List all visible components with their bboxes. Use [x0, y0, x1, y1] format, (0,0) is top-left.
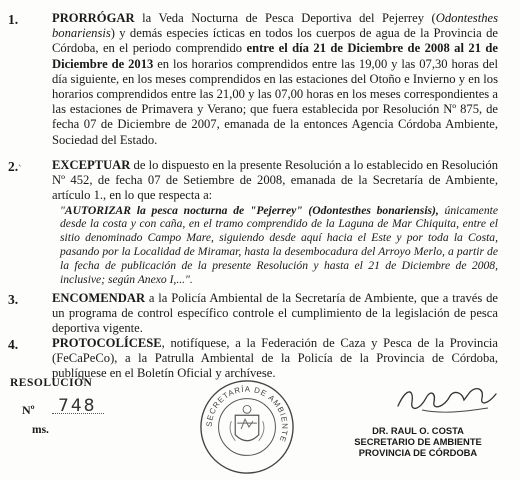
- resolution-number-label: Nº: [22, 403, 35, 417]
- item-4-keyword: PROTOCOLÍCESE: [52, 336, 162, 350]
- margin-mark: `: [18, 164, 22, 176]
- svg-text:SECRETARÍA DE AMBIENTE: [205, 385, 290, 444]
- resolution-number-line: [52, 413, 104, 414]
- item-1-number: 1.: [8, 12, 19, 27]
- item-1-paragraph: [52, 11, 498, 148]
- item-2-paragraph: [52, 158, 498, 286]
- item-2-keyword: EXCEPTUAR: [52, 158, 131, 172]
- item-1-species: Odontesthes bonariensis: [52, 11, 498, 41]
- signatory-block: [318, 426, 518, 458]
- resolution-label: RESOLUCIÓN: [10, 377, 93, 389]
- item-2-quote: [60, 204, 498, 287]
- item-2-quote-open: ": [60, 203, 65, 217]
- signatory-title: SECRETARIO DE AMBIENTE: [354, 435, 482, 447]
- item-3-keyword: ENCOMENDAR: [52, 291, 146, 305]
- item-4-text-a: , notifíquese, a la Federación de Caza y Pesca de la Provincia (FeCaPeCo), a la Patrulla Ambiental de la Policía de la Provincia de Córdoba, publíquese en el Boletín Oficial y archívese.: [52, 336, 498, 381]
- item-2-quote-bold: AUTORIZAR la pesca nocturna de "Pejerrey" (Odontesthes bonariensis),: [64, 203, 439, 217]
- item-2-text-a: de lo dispuesto en la presente Resolución a lo establecido en Resolución Nº 452, de fecha 07 de Setiembre de 2008, emanada de la Secretaría de Ambiente, artículo 1., en lo que respecta a:: [52, 158, 498, 203]
- ms-label: ms.: [32, 424, 49, 436]
- signatory-org: PROVINCIA DE CÓRDOBA: [358, 446, 478, 458]
- item-4-paragraph: [52, 336, 498, 382]
- signatory-name: DR. RAUL O. COSTA: [372, 425, 464, 436]
- item-1-keyword: PRORRÓGAR: [52, 11, 135, 25]
- official-seal-icon: [198, 378, 296, 476]
- handwritten-signature-icon: [392, 380, 502, 420]
- resolution-number-value: 748: [58, 396, 97, 416]
- item-3-number: 3.: [8, 292, 19, 307]
- item-3-text-a: a la Policía Ambiental de la Secretaría de Ambiente, que a través de un programa de control específico controle el cumplimiento de la legislación de pesca deportiva vigente.: [52, 291, 498, 336]
- item-2-number: 2.: [8, 159, 19, 174]
- item-4-number: 4.: [8, 337, 19, 352]
- item-2-quote-rest: únicamente desde la costa y con caña, en el tramo comprendido de la Laguna de Mar Chiquita, entre el sitio denominado Campo Mare, siguiendo desde aquí hacia el Este y por toda la Costa, pasando por la Localidad de Miramar, hasta la desembocadura del Arroyo Merlo, a partir de la fecha de publicación de la presente Resolución y hasta el 21 de Diciembre de 2008, inclusive; según Anexo I,...".: [60, 203, 498, 286]
- item-1-text-b: ) y demás especies ícticas en todos los cuerpos de agua de la Provincia de Córdoba, en el periodo comprendido: [52, 26, 498, 56]
- item-1-text-c: en los horarios comprendidos entre las 19,00 y las 07,30 horas del día siguiente, en los meses comprendidos en las estaciones del Otoño e Invierno y en los horarios comprendidos entre las 21,00 y las 07,00 horas en los meses correspondientes a las estaciones de Primavera y Verano; que fuera establecida por Resolución Nº 875, de fecha 07 de Diciembre de 2007, emanada de la entonces Agencia Córdoba Ambiente, Sociedad del Estado.: [52, 56, 499, 147]
- item-1-period: entre el día 21 de Diciembre de 2008 al 21 de Diciembre de 2013: [52, 41, 498, 71]
- item-3-paragraph: [52, 291, 498, 337]
- item-1-text-a: la Veda Nocturna de Pesca Deportiva del Pejerrey (: [134, 11, 436, 25]
- seal-ring-text: SECRETARÍA DE AMBIENTE: [204, 384, 290, 444]
